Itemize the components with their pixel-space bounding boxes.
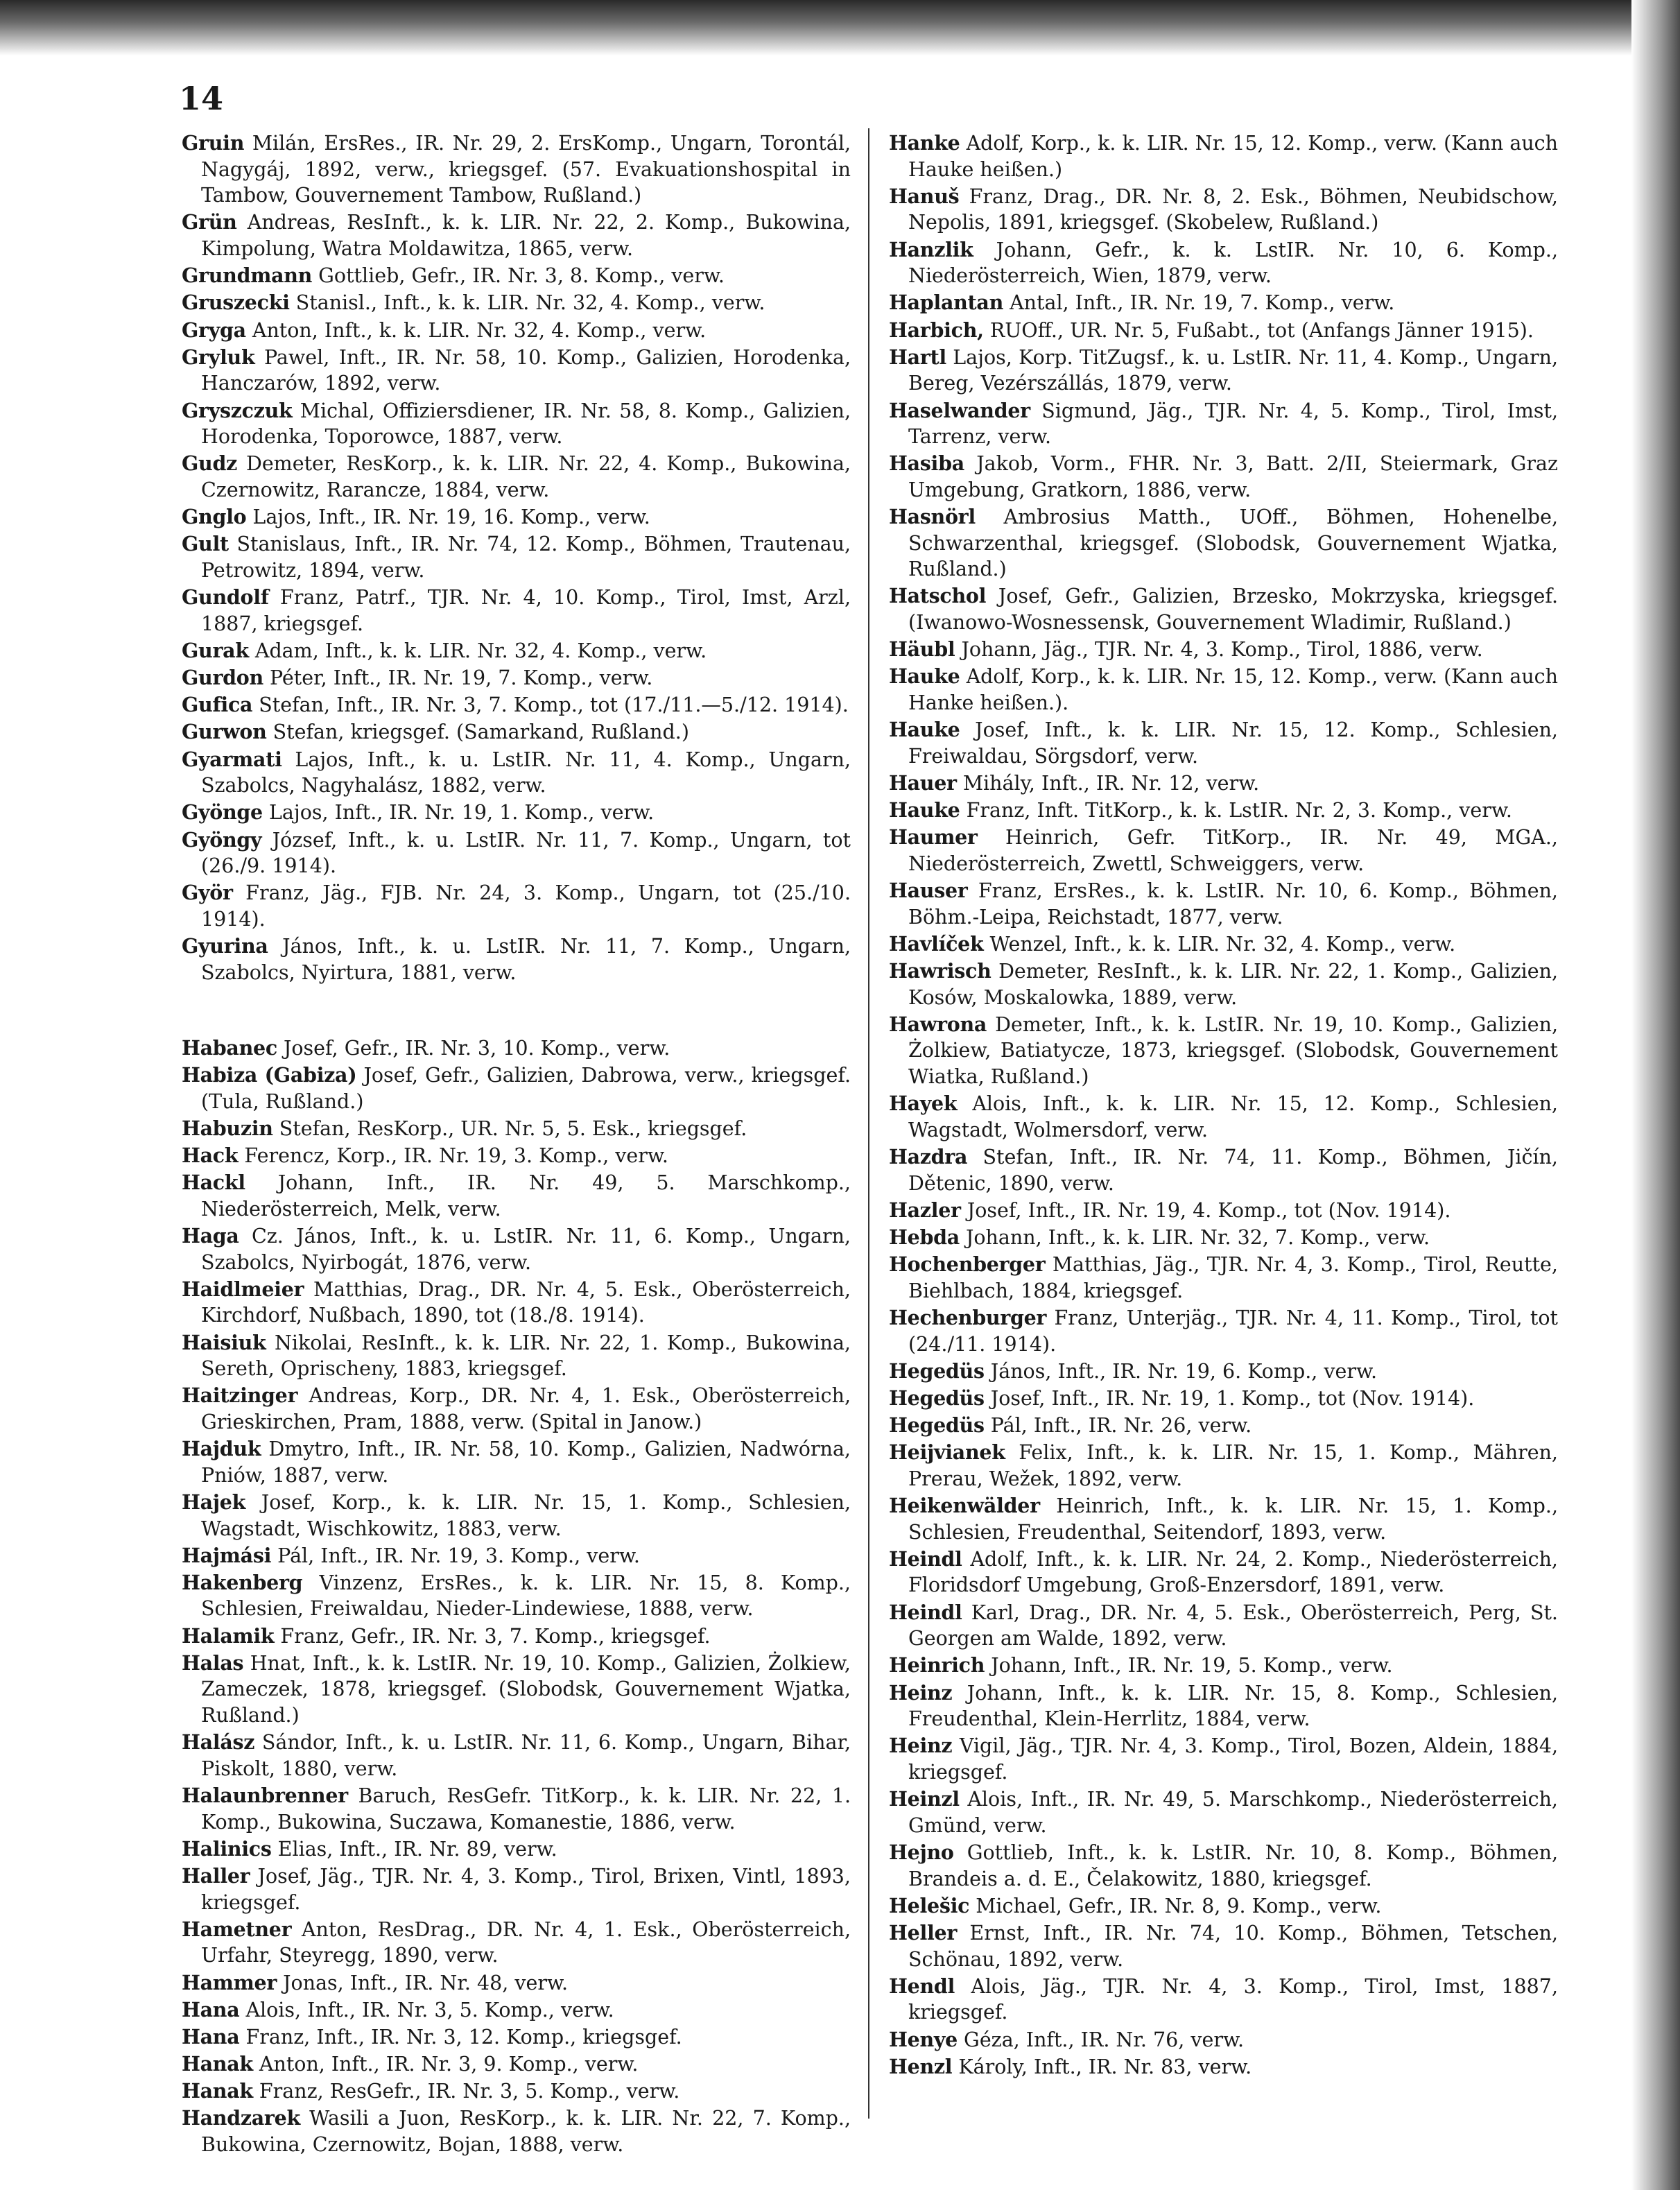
page-number: 14	[179, 80, 224, 117]
entry-surname: Gudz	[182, 451, 237, 476]
entry-surname: Haumer	[889, 825, 978, 850]
list-entry	[182, 665, 851, 691]
entry-surname: Hochenberger	[889, 1252, 1046, 1277]
entry-surname: Gyurina	[182, 934, 268, 958]
list-entry	[889, 290, 1558, 316]
list-entry	[889, 1386, 1558, 1412]
scan-top-shadow	[0, 0, 1680, 55]
entry-surname: Gufica	[182, 693, 253, 717]
entry-details: Stanisl., Inft., k. k. LIR. Nr. 32, 4. Komp., verw.	[295, 291, 765, 315]
list-entry	[182, 1650, 851, 1729]
entry-surname: Hackl	[182, 1171, 245, 1195]
list-entry	[182, 1116, 851, 1142]
list-entry	[889, 2027, 1558, 2053]
list-entry	[182, 638, 851, 664]
entry-details: Géza, Inft., IR. Nr. 76, verw.	[964, 2028, 1245, 2051]
entry-details: Johann, Inft., IR. Nr. 19, 5. Komp., verw.	[991, 1654, 1393, 1678]
entry-surname: Gyarmati	[182, 747, 282, 771]
entry-details: Stefan, Inft., IR. Nr. 3, 7. Komp., tot (17./11.—5./12. 1914).	[259, 693, 849, 717]
list-entry	[889, 717, 1558, 769]
entry-surname: Hechenburger	[889, 1305, 1047, 1329]
entry-surname: Hasnörl	[889, 505, 976, 529]
entry-surname: Hatschol	[889, 584, 987, 608]
entry-surname: Hauke	[889, 718, 960, 742]
list-entry	[182, 1330, 851, 1382]
entry-details: Franz, Inft., IR. Nr. 3, 12. Komp., kriegsgef.	[245, 2025, 682, 2049]
list-entry	[182, 1543, 851, 1569]
entry-details: Franz, Unterjäg., TJR. Nr. 4, 11. Komp., Tirol, tot (24./11. 1914).	[908, 1306, 1558, 1356]
entry-details: Ernst, Inft., IR. Nr. 74, 10. Komp., Böhmen, Tetschen, Schönau, 1892, verw.	[908, 1921, 1559, 1971]
entry-surname: Hendl	[889, 1974, 955, 1998]
entry-surname: Henye	[889, 2027, 958, 2051]
list-entry	[182, 130, 851, 209]
entry-details: Josef, Inft., IR. Nr. 19, 1. Komp., tot (Nov. 1914).	[990, 1386, 1475, 1410]
list-entry	[182, 880, 851, 932]
entry-surname: Gruszecki	[182, 291, 290, 315]
entry-details: Vigil, Jäg., TJR. Nr. 4, 3. Komp., Tirol, Bozen, Aldein, 1884, kriegsgef.	[908, 1734, 1559, 1784]
entry-details: József, Inft., k. u. LstIR. Nr. 11, 7. Komp., Ungarn, tot (26./9. 1914).	[201, 828, 851, 878]
entry-details: Franz, Drag., DR. Nr. 8, 2. Esk., Böhmen, Neubidschow, Nepolis, 1891, kriegsgef. (Skobelew, Rußland.)	[908, 184, 1558, 234]
list-entry	[182, 1490, 851, 1542]
entry-details: Josef, Gefr., IR. Nr. 3, 10. Komp., verw.	[283, 1036, 670, 1060]
list-entry	[182, 1863, 851, 1915]
entry-details: Károly, Inft., IR. Nr. 83, verw.	[958, 2055, 1252, 2078]
list-entry	[182, 1783, 851, 1835]
scan-right-shadow	[1631, 0, 1680, 2190]
entry-details: Johann, Inft., IR. Nr. 49, 5. Marschkomp., Niederösterreich, Melk, verw.	[201, 1171, 851, 1221]
entry-surname: Hebda	[889, 1225, 960, 1249]
right-column	[889, 130, 1558, 2081]
entry-details: Josef, Inft., k. k. LIR. Nr. 15, 12. Komp., Schlesien, Freiwaldau, Sörgsdorf, verw.	[908, 718, 1558, 768]
list-entry	[889, 1920, 1558, 1972]
entry-details: Antal, Inft., IR. Nr. 19, 7. Komp., verw.	[1010, 291, 1395, 315]
entry-details: Stefan, ResKorp., UR. Nr. 5, 5. Esk., kriegsgef.	[279, 1116, 747, 1140]
entry-surname: Hanzlik	[889, 237, 973, 261]
list-entry	[889, 1198, 1558, 1224]
entry-surname: Halinics	[182, 1836, 272, 1861]
entry-details: Demeter, ResKorp., k. k. LIR. Nr. 22, 4. Komp., Bukowina, Czernowitz, Rarancze, 1884, verw.	[201, 452, 851, 501]
entry-surname: Haller	[182, 1863, 250, 1888]
list-entry	[889, 1091, 1558, 1143]
entry-surname: Havlíček	[889, 931, 984, 956]
list-entry	[889, 1012, 1558, 1090]
entry-details: Lajos, Inft., k. u. LstIR. Nr. 11, 4. Komp., Ungarn, Szabolcs, Nagyhalász, 1882, verw.	[201, 748, 851, 797]
list-entry	[889, 1600, 1558, 1652]
list-entry	[182, 1383, 851, 1435]
entry-details: Lajos, Korp. TitZugsf., k. u. LstIR. Nr. 11, 4. Komp., Ungarn, Bereg, Vezérszállás, 1879, verw.	[908, 345, 1558, 395]
entry-details: Wenzel, Inft., k. k. LIR. Nr. 32, 4. Komp., verw.	[989, 932, 1456, 956]
list-entry	[889, 770, 1558, 797]
entry-surname: Hajmási	[182, 1543, 272, 1567]
entry-details: Demeter, Inft., k. k. LstIR. Nr. 19, 10. Komp., Galizien, Żolkiew, Batiatycze, 1873, kriegsgef. (Slobodsk, Gouvernement Wiatka, Rußland.)	[908, 1012, 1559, 1089]
entry-surname: Hawrisch	[889, 959, 991, 983]
section-gap	[182, 987, 851, 1035]
list-entry	[182, 2105, 851, 2157]
entry-surname: Handzarek	[182, 2106, 300, 2130]
entry-surname: Habuzin	[182, 1116, 273, 1140]
entry-details: Andreas, ResInft., k. k. LIR. Nr. 22, 2. Komp., Bukowina, Kimpolung, Watra Moldawitza, 1865, verw.	[201, 211, 851, 260]
entry-details: Sigmund, Jäg., TJR. Nr. 4, 5. Komp., Tirol, Imst, Tarrenz, verw.	[908, 399, 1559, 449]
entry-details: Karl, Drag., DR. Nr. 4, 5. Esk., Oberösterreich, Perg, St. Georgen am Walde, 1892, verw.	[908, 1601, 1558, 1650]
entry-surname: Hauke	[889, 664, 960, 689]
entry-surname: Heindl	[889, 1600, 962, 1624]
list-entry	[182, 1277, 851, 1329]
entry-surname: Hauser	[889, 879, 968, 903]
entry-surname: Habiza (Gabiza)	[182, 1063, 357, 1087]
list-entry	[182, 2024, 851, 2051]
entry-details: Michal, Offiziersdiener, IR. Nr. 58, 8. Komp., Galizien, Horodenka, Toporowce, 1887, verw.	[201, 399, 851, 449]
entry-details: Johann, Jäg., TJR. Nr. 4, 3. Komp., Tirol, 1886, verw.	[961, 638, 1483, 662]
entry-details: Jakob, Vorm., FHR. Nr. 3, Batt. 2/II, Steiermark, Graz Umgebung, Gratkorn, 1886, verw.	[908, 452, 1558, 501]
list-entry	[889, 237, 1558, 289]
entry-details: Andreas, Korp., DR. Nr. 4, 1. Esk., Oberösterreich, Grieskirchen, Pram, 1888, verw. (Spital in Janow.)	[201, 1384, 851, 1433]
entry-details: Vinzenz, ErsRes., k. k. LIR. Nr. 15, 8. Komp., Schlesien, Freiwaldau, Nieder-Lindewiese, 1888, verw.	[201, 1571, 851, 1621]
entry-details: Josef, Korp., k. k. LIR. Nr. 15, 1. Komp., Schlesien, Wagstadt, Wischkowitz, 1883, verw.	[201, 1490, 851, 1540]
list-entry	[889, 1440, 1558, 1492]
entry-surname: Hawrona	[889, 1012, 987, 1036]
entry-details: Adolf, Korp., k. k. LIR. Nr. 15, 12. Komp., verw. (Kann auch Hanke heißen.).	[908, 665, 1558, 714]
entry-surname: Hanak	[182, 2079, 253, 2103]
list-entry	[182, 290, 851, 316]
entry-details: Anton, Inft., k. k. LIR. Nr. 32, 4. Komp., verw.	[252, 318, 707, 342]
entry-surname: Hanke	[889, 131, 960, 155]
list-entry	[182, 2051, 851, 2078]
left-column	[182, 130, 851, 2159]
list-entry	[182, 1730, 851, 1782]
entry-details: Cz. János, Inft., k. u. LstIR. Nr. 11, 6. Komp., Ungarn, Szabolcs, Nyirbogát, 1876, verw.	[201, 1225, 851, 1274]
list-entry	[182, 1223, 851, 1275]
entry-details: Stefan, Inft., IR. Nr. 74, 11. Komp., Böhmen, Jičín, Dětenic, 1890, verw.	[908, 1146, 1558, 1195]
entry-surname: Hazler	[889, 1198, 961, 1222]
entry-details: Josef, Gefr., Galizien, Brzesko, Mokrzyska, kriegsgef. (Iwanowo-Wosnessensk, Gouvernement Wladimir, Rußland.)	[908, 585, 1559, 635]
entry-details: Alois, Inft., k. k. LIR. Nr. 15, 12. Komp., Schlesien, Wagstadt, Wolmersdorf, verw.	[908, 1092, 1558, 1141]
list-entry	[889, 504, 1558, 583]
entry-details: Josef, Inft., IR. Nr. 19, 4. Komp., tot (Nov. 1914).	[967, 1198, 1451, 1222]
entry-details: Baruch, ResGefr. TitKorp., k. k. LIR. Nr. 22, 1. Komp., Bukowina, Suczawa, Komanestie, 1886, verw.	[201, 1784, 851, 1834]
list-entry	[889, 1546, 1558, 1598]
entry-surname: Gruin	[182, 131, 245, 155]
list-entry	[889, 2054, 1558, 2080]
entry-details: Elias, Inft., IR. Nr. 89, verw.	[277, 1837, 557, 1861]
list-entry	[889, 797, 1558, 824]
entry-surname: Hauke	[889, 798, 960, 822]
list-entry	[889, 1733, 1558, 1785]
entry-details: Sándor, Inft., k. u. LstIR. Nr. 11, 6. Komp., Ungarn, Bihar, Piskolt, 1880, verw.	[201, 1731, 851, 1780]
entry-surname: Hegedüs	[889, 1359, 985, 1383]
entry-details: Mihály, Inft., IR. Nr. 12, verw.	[962, 771, 1260, 795]
list-entry	[182, 263, 851, 289]
entry-surname: Gurwon	[182, 720, 267, 744]
list-entry	[182, 1570, 851, 1622]
entry-details: Josef, Gefr., Galizien, Dabrowa, verw., kriegsgef. (Tula, Rußland.)	[201, 1064, 851, 1113]
entry-details: Milán, ErsRes., IR. Nr. 29, 2. ErsKomp., Ungarn, Torontál, Nagygáj, 1892, verw., kriegsgef. (57. Evakuationshospital in Tambow, Gouvernement Tambow, Rußland.)	[201, 132, 851, 207]
entry-surname: Hejno	[889, 1840, 954, 1864]
list-entry	[182, 1623, 851, 1650]
entry-surname: Gurdon	[182, 666, 263, 689]
entry-details: Stanislaus, Inft., IR. Nr. 74, 12. Komp., Böhmen, Trautenau, Petrowitz, 1894, verw.	[201, 533, 851, 582]
entry-surname: Hayek	[889, 1092, 958, 1116]
entry-surname: Heijvianek	[889, 1440, 1005, 1465]
entry-surname: Hazdra	[889, 1145, 968, 1169]
list-entry	[182, 747, 851, 799]
entry-details: János, Inft., IR. Nr. 19, 6. Komp., verw.	[990, 1359, 1378, 1383]
list-entry	[889, 931, 1558, 958]
list-entry	[182, 1170, 851, 1222]
list-entry	[182, 585, 851, 637]
list-entry	[182, 1436, 851, 1488]
entry-details: RUOff., UR. Nr. 5, Fußabt., tot (Anfangs Jänner 1915).	[989, 318, 1534, 342]
entry-surname: Hauer	[889, 770, 957, 795]
entries-group-g	[182, 130, 851, 985]
entry-surname: Hanak	[182, 2052, 253, 2076]
list-entry	[182, 1062, 851, 1114]
list-entry	[889, 1653, 1558, 1679]
list-entry	[182, 1917, 851, 1969]
entry-surname: Heinz	[889, 1680, 953, 1705]
entry-surname: Heinrich	[889, 1653, 985, 1678]
entry-surname: Gryluk	[182, 345, 255, 369]
entry-surname: Gryga	[182, 318, 246, 342]
entry-details: Pál, Inft., IR. Nr. 19, 3. Komp., verw.	[277, 1544, 640, 1567]
entry-surname: Grundmann	[182, 264, 313, 288]
list-entry	[889, 1680, 1558, 1732]
list-entry	[889, 825, 1558, 877]
list-entry	[182, 504, 851, 531]
list-entry	[182, 209, 851, 261]
entry-surname: Gyönge	[182, 800, 263, 825]
list-entry	[182, 318, 851, 344]
entry-details: Franz, Gefr., IR. Nr. 3, 7. Komp., kriegsgef.	[280, 1624, 711, 1648]
entry-details: Matthias, Jäg., TJR. Nr. 4, 3. Komp., Tirol, Reutte, Biehlbach, 1884, kriegsgef.	[908, 1253, 1558, 1302]
entry-details: Felix, Inft., k. k. LIR. Nr. 15, 1. Komp., Mähren, Prerau, Wežek, 1892, verw.	[908, 1441, 1558, 1490]
entry-details: Alois, Jäg., TJR. Nr. 4, 3. Komp., Tirol, Imst, 1887, kriegsgef.	[908, 1974, 1558, 2024]
entry-surname: Hametner	[182, 1917, 292, 1941]
list-entry	[182, 345, 851, 397]
entry-details: Johann, Inft., k. k. LIR. Nr. 15, 8. Komp., Schlesien, Freudenthal, Klein-Herrlitz, 1884, verw.	[908, 1681, 1558, 1731]
entry-details: Jonas, Inft., IR. Nr. 48, verw.	[283, 1971, 569, 1994]
list-entry	[889, 1252, 1558, 1304]
entry-details: Johann, Inft., k. k. LIR. Nr. 32, 7. Komp., verw.	[965, 1226, 1430, 1249]
list-entry	[889, 184, 1558, 236]
entry-details: Lajos, Inft., IR. Nr. 19, 16. Komp., verw.	[252, 506, 650, 529]
entry-surname: Heinz	[889, 1734, 953, 1758]
entry-surname: Haidlmeier	[182, 1277, 304, 1301]
list-entry	[889, 1974, 1558, 2026]
entry-details: Ambrosius Matth., UOff., Böhmen, Hohenelbe, Schwarzenthal, kriegsgef. (Slobodsk, Gouvernement Wjatka, Rußland.)	[908, 506, 1558, 581]
list-entry	[889, 664, 1558, 716]
entry-surname: Hanuš	[889, 184, 960, 208]
entry-surname: Hartl	[889, 345, 946, 369]
entry-details: Franz, ErsRes., k. k. LstIR. Nr. 10, 6. Komp., Böhmen, Böhm.-Leipa, Reichstadt, 1877, verw.	[908, 879, 1558, 929]
entry-surname: Györ	[182, 881, 233, 905]
list-entry	[889, 451, 1558, 503]
entry-details: Gottlieb, Inft., k. k. LstIR. Nr. 10, 8. Komp., Böhmen, Brandeis a. d. E., Čelakowitz, 1880, kriegsgef.	[908, 1840, 1559, 1890]
entry-surname: Halász	[182, 1730, 255, 1754]
entry-surname: Habanec	[182, 1035, 277, 1060]
list-entry	[182, 933, 851, 985]
list-entry	[889, 958, 1558, 1010]
list-entry	[889, 1786, 1558, 1838]
entry-surname: Halas	[182, 1650, 244, 1675]
entry-surname: Hajek	[182, 1490, 246, 1514]
list-entry	[182, 800, 851, 826]
entry-details: Heinrich, Gefr. TitKorp., IR. Nr. 49, MGA., Niederösterreich, Zwettl, Schweiggers, verw.	[908, 826, 1558, 875]
entry-surname: Häubl	[889, 637, 955, 662]
entry-surname: Henzl	[889, 2054, 953, 2078]
list-entry	[182, 2078, 851, 2105]
entry-details: Franz, Inft. TitKorp., k. k. LstIR. Nr. 2, 3. Komp., verw.	[966, 799, 1512, 822]
list-entry	[889, 1493, 1558, 1545]
list-entry	[182, 1143, 851, 1169]
entry-details: Wasili a Juon, ResKorp., k. k. LIR. Nr. 22, 7. Komp., Bukowina, Czernowitz, Bojan, 1888, verw.	[201, 2107, 851, 2157]
list-entry	[889, 1840, 1558, 1892]
entry-surname: Gryszczuk	[182, 398, 293, 422]
entry-details: Michael, Gefr., IR. Nr. 8, 9. Komp., verw.	[976, 1894, 1382, 1917]
entry-surname: Hajduk	[182, 1437, 261, 1461]
list-entry	[182, 827, 851, 879]
entry-details: Alois, Inft., IR. Nr. 49, 5. Marschkomp., Niederösterreich, Gmünd, verw.	[908, 1788, 1558, 1837]
list-entry	[889, 583, 1558, 635]
entry-surname: Haselwander	[889, 398, 1030, 422]
entry-details: Adolf, Inft., k. k. LIR. Nr. 24, 2. Komp., Niederösterreich, Floridsdorf Umgebung, Groß-Enzersdorf, 1891, verw.	[908, 1547, 1558, 1597]
list-entry	[182, 398, 851, 450]
list-entry	[889, 1359, 1558, 1385]
entry-details: Franz, Patrf., TJR. Nr. 4, 10. Komp., Tirol, Imst, Arzl, 1887, kriegsgef.	[201, 586, 851, 635]
entry-surname: Hana	[182, 1997, 240, 2021]
entry-surname: Halamik	[182, 1623, 275, 1648]
entry-details: Demeter, ResInft., k. k. LIR. Nr. 22, 1. Komp., Galizien, Kosów, Moskalowka, 1889, verw.	[908, 960, 1558, 1009]
list-entry	[889, 1413, 1558, 1439]
entry-surname: Haitzinger	[182, 1383, 298, 1408]
list-entry	[182, 719, 851, 745]
list-entry	[889, 878, 1558, 930]
entry-surname: Helešic	[889, 1893, 970, 1917]
list-entry	[182, 1997, 851, 2024]
entry-surname: Hegedüs	[889, 1413, 985, 1438]
list-entry	[889, 345, 1558, 397]
list-entry	[889, 130, 1558, 182]
entry-details: Franz, ResGefr., IR. Nr. 3, 5. Komp., verw.	[259, 2080, 680, 2103]
entry-details: Péter, Inft., IR. Nr. 19, 7. Komp., verw.	[270, 666, 653, 689]
entry-surname: Haplantan	[889, 291, 1003, 315]
list-entry	[889, 1225, 1558, 1251]
entry-details: Ferencz, Korp., IR. Nr. 19, 3. Komp., verw.	[244, 1144, 668, 1168]
entry-surname: Gundolf	[182, 585, 269, 610]
entry-surname: Gnglo	[182, 505, 247, 529]
list-entry	[182, 1836, 851, 1863]
list-entry	[182, 692, 851, 718]
entry-surname: Heindl	[889, 1546, 962, 1571]
entry-details: Anton, Inft., IR. Nr. 3, 9. Komp., verw.	[259, 2053, 639, 2076]
entry-surname: Hegedüs	[889, 1386, 985, 1410]
list-entry	[889, 1144, 1558, 1196]
entry-details: Gottlieb, Gefr., IR. Nr. 3, 8. Komp., verw.	[318, 264, 725, 288]
entry-details: Alois, Inft., IR. Nr. 3, 5. Komp., verw.	[245, 1998, 614, 2021]
entry-details: Pál, Inft., IR. Nr. 26, verw.	[990, 1414, 1252, 1438]
entry-surname: Harbich,	[889, 318, 984, 342]
entry-details: Josef, Jäg., TJR. Nr. 4, 3. Komp., Tirol, Brixen, Vintl, 1893, kriegsgef.	[201, 1864, 851, 1914]
entries-right	[889, 130, 1558, 2080]
entry-details: Lajos, Inft., IR. Nr. 19, 1. Komp., verw.	[268, 801, 655, 825]
entry-surname: Heller	[889, 1920, 958, 1945]
list-entry	[182, 1035, 851, 1062]
entry-surname: Gurak	[182, 638, 249, 662]
list-entry	[889, 637, 1558, 663]
entry-details: Franz, Jäg., FJB. Nr. 24, 3. Komp., Ungarn, tot (25./10. 1914).	[201, 881, 851, 931]
entry-details: Heinrich, Inft., k. k. LIR. Nr. 15, 1. Komp., Schlesien, Freudenthal, Seitendorf, 1893, verw.	[908, 1494, 1559, 1544]
list-entry	[182, 1970, 851, 1997]
entry-details: Dmytro, Inft., IR. Nr. 58, 10. Komp., Galizien, Nadwórna, Pniów, 1887, verw.	[201, 1438, 851, 1487]
entry-surname: Heikenwälder	[889, 1494, 1040, 1518]
list-entry	[889, 1305, 1558, 1357]
entry-surname: Grün	[182, 210, 237, 234]
entry-surname: Hack	[182, 1144, 239, 1168]
entry-surname: Hasiba	[889, 451, 964, 476]
entry-surname: Hammer	[182, 1970, 277, 1994]
entry-details: Adolf, Korp., k. k. LIR. Nr. 15, 12. Komp., verw. (Kann auch Hauke heißen.)	[908, 132, 1558, 181]
entry-surname: Haga	[182, 1224, 239, 1248]
entry-surname: Gult	[182, 532, 229, 556]
entry-surname: Hana	[182, 2024, 240, 2049]
column-divider	[868, 128, 869, 2119]
entry-surname: Hakenberg	[182, 1570, 303, 1594]
entry-details: Nikolai, ResInft., k. k. LIR. Nr. 22, 1. Komp., Bukowina, Sereth, Oprischeny, 1883, kriegsgef.	[201, 1331, 851, 1381]
entry-details: Adam, Inft., k. k. LIR. Nr. 32, 4. Komp., verw.	[254, 639, 707, 662]
list-entry	[182, 531, 851, 583]
entry-details: Johann, Gefr., k. k. LstIR. Nr. 10, 6. Komp., Niederösterreich, Wien, 1879, verw.	[908, 238, 1559, 288]
entry-surname: Halaunbrenner	[182, 1784, 348, 1807]
entry-details: János, Inft., k. u. LstIR. Nr. 11, 7. Komp., Ungarn, Szabolcs, Nyirtura, 1881, verw.	[201, 935, 851, 984]
entry-details: Anton, ResDrag., DR. Nr. 4, 1. Esk., Oberösterreich, Urfahr, Steyregg, 1890, verw.	[201, 1917, 851, 1967]
entry-details: Hnat, Inft., k. k. LstIR. Nr. 19, 10. Komp., Galizien, Żolkiew, Zameczek, 1878, kriegsgef. (Slobodsk, Gouvernement Wjatka, Rußland.)	[201, 1651, 851, 1727]
entry-surname: Haisiuk	[182, 1330, 266, 1354]
entry-details: Matthias, Drag., DR. Nr. 4, 5. Esk., Oberösterreich, Kirchdorf, Nußbach, 1890, tot (18./8. 1914).	[201, 1277, 851, 1327]
entry-surname: Gyöngy	[182, 827, 262, 852]
entry-surname: Heinzl	[889, 1787, 960, 1811]
list-entry	[889, 398, 1558, 450]
entry-details: Pawel, Inft., IR. Nr. 58, 10. Komp., Galizien, Horodenka, Hanczarów, 1892, verw.	[201, 345, 851, 395]
entries-group-h	[182, 1035, 851, 2158]
entry-details: Stefan, kriegsgef. (Samarkand, Rußland.)	[272, 721, 689, 744]
list-entry	[889, 1893, 1558, 1920]
list-entry	[889, 318, 1558, 344]
list-entry	[182, 451, 851, 503]
